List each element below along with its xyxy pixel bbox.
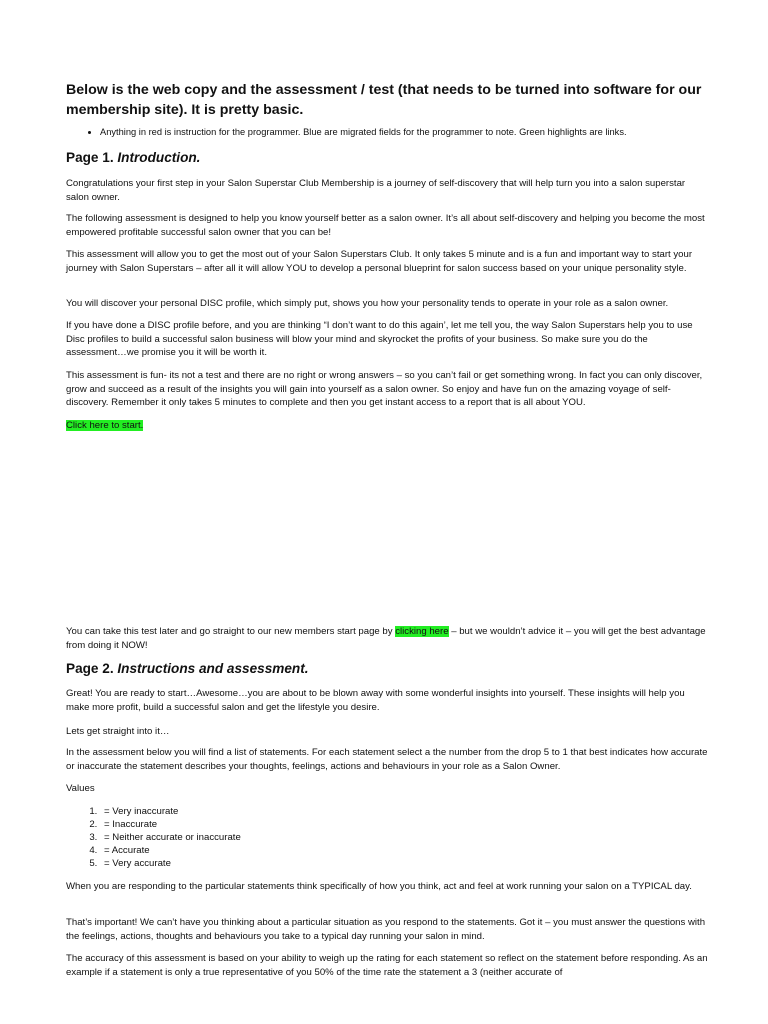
document-title: Below is the web copy and the assessment / test (that needs to be turned into software for our membership site). It is pretty basic. <box>66 82 702 118</box>
start-link[interactable]: Click here to start. <box>66 420 144 431</box>
take-later-text-before: You can take this test later and go straight to our new members start page by <box>66 626 396 637</box>
page2-heading <box>66 660 708 678</box>
page1-label: Page 1. <box>66 150 114 165</box>
page2-section <box>66 660 708 678</box>
document-header <box>66 80 708 139</box>
page2-paragraph-1: Great! You are ready to start…Awesome…you are about to be blown away with some wonderful insights into yourself. These insights will help you make more profit, build a successful salon and get the lifestyle you desire. <box>66 688 685 713</box>
page2-paragraph-5: That’s important! We can’t have you thinking about a particular situation as you respond to the statements. Got it – you must answer the questions with the feelings, actions, thoughts and behaviours you take to a typical day running your salon in mind. <box>66 917 706 942</box>
page1-heading <box>66 149 708 167</box>
page2-paragraph-3: In the assessment below you will find a list of statements. For each statement select a the number from the drop 5 to 1 that best indicates how accurate or inaccurate the statement describes your thoughts, feelings, actions and behaviours in your role as a Salon Owner. <box>66 747 708 772</box>
page2-paragraph-4: When you are responding to the particular statements think specifically of how you think, act and feel at work running your salon on a TYPICAL day. <box>66 881 692 892</box>
page1-section <box>66 149 708 167</box>
page1-paragraph-6: This assessment is fun- its not a test and there are no right or wrong answers – so you can’t fail or get something wrong. In fact you can only discover, grow and succeed as a result of the insights you will gain into yourself as a salon owner. So enjoy and have fun on the amazing voyage of self-discovery. Remember it only takes 5 minutes to complete and then you get instant access to a report that is all about YOU. <box>66 370 703 408</box>
values-label: Values <box>66 783 95 794</box>
page2-label: Page 2. <box>66 661 114 676</box>
value-item: 1. = Very inaccurate <box>100 805 708 818</box>
take-later-text-after: – but we wouldn’t advice it – you will get the best advantage from doing it NOW! <box>66 626 706 651</box>
values-list <box>66 805 708 870</box>
take-later-paragraph <box>66 625 708 652</box>
value-item: 2. = Inaccurate <box>100 818 708 831</box>
page1-paragraph-2: The following assessment is designed to help you know yourself better as a salon owner. It’s all about self-discovery and helping you become the most empowered profitable successful salon owner that you can be! <box>66 213 705 238</box>
page1-paragraph-1: Congratulations your first step in your Salon Superstar Club Membership is a journey of self-discovery that will help turn you into a salon superstar salon owner. <box>66 178 686 203</box>
page1-paragraph-4: You will discover your personal DISC profile, which simply put, shows you how your personality tends to operate in your role as a salon owner. <box>66 298 669 309</box>
page1-paragraph-3: This assessment will allow you to get the most out of your Salon Superstars Club. It only takes 5 minute and is a fun and important way to start your journey with Salon Superstars – after all it will allow YOU to develop a personal blueprint for salon success based on your unique personality style. <box>66 249 693 274</box>
note-list <box>66 126 708 139</box>
start-link-line <box>66 419 708 433</box>
page1-title: Introduction. <box>117 150 201 165</box>
page2-paragraph-2: Lets get straight into it… <box>66 726 170 737</box>
programmer-note: • Anything in red is instruction for the programmer. Blue are migrated fields for the programmer to note. Green highlights are links. <box>100 126 708 139</box>
clicking-here-link[interactable]: clicking here <box>395 626 449 637</box>
page1-paragraph-5: If you have done a DISC profile before, and you are thinking “I don’t want to do this again’, let me tell you, the way Salon Superstars help you to use Disc profiles to build a successful salon business will blow your mind and skyrocket the profits of your business. So make sure you do the assessment…we promise you it will be worth it. <box>66 320 693 358</box>
page2-paragraph-6: The accuracy of this assessment is based on your ability to weigh up the rating for each statement so reflect on the statement before responding. As an example if a statement is only a true representative of you 50% of the time rate the statement a 3 (neither accurate of <box>66 953 708 978</box>
value-item: 4. = Accurate <box>100 844 708 857</box>
value-item: 5. = Very accurate <box>100 857 708 870</box>
value-item: 3. = Neither accurate or inaccurate <box>100 831 708 844</box>
page2-title: Instructions and assessment. <box>117 661 309 676</box>
